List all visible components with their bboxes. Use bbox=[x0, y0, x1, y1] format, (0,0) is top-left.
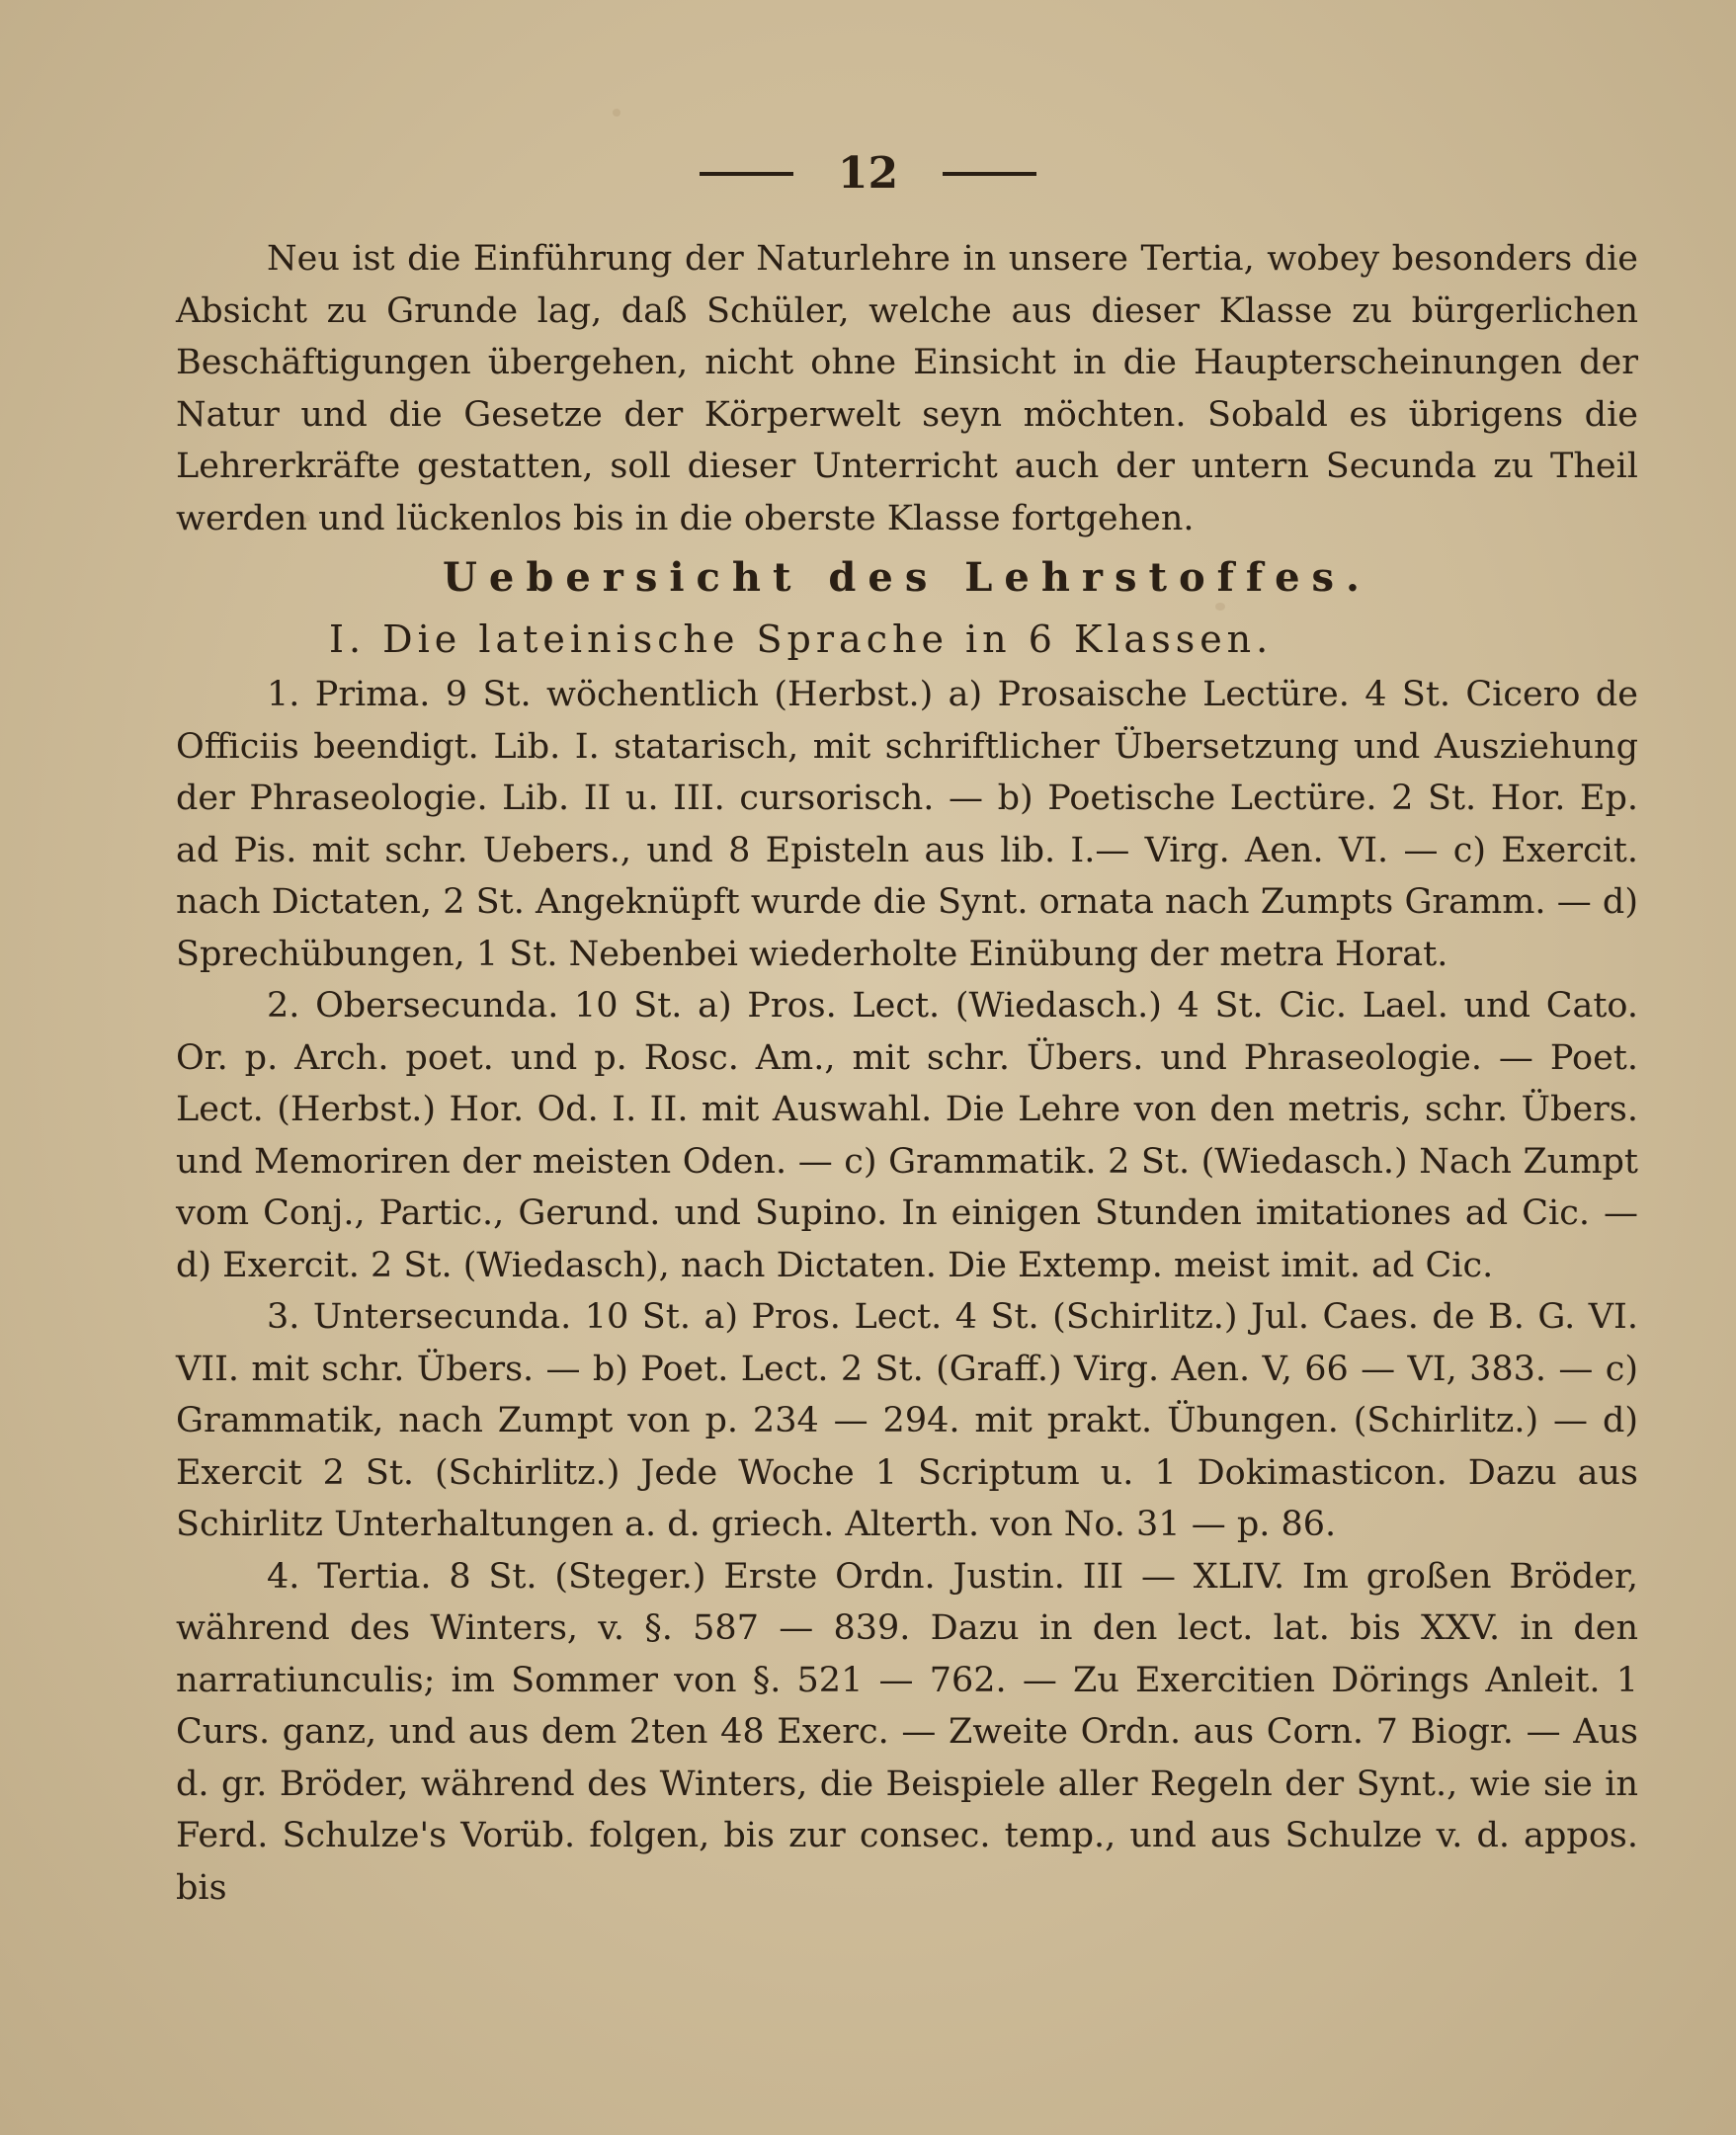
paper-spot bbox=[613, 109, 620, 117]
paragraph-tertia: 4. Tertia. 8 St. (Steger.) Erste Ordn. Justin. III — XLIV. Im großen Bröder, während des Winters, v. §. 587 — 839. Dazu in den lect. lat. bis XXV. in den narratiunculis; im Sommer von §. 521 — 762. — Zu Exercitien Dörings Anleit. 1 Curs. ganz, und aus dem 2ten 48 Exerc. — Zweite Ordn. aus Corn. 7 Biogr. — Aus d. gr. Bröder, während des Winters, die Beispiele aller Regeln der Synt., wie sie in Ferd. Schulze's Vorüb. folgen, bis zur consec. temp., und aus Schulze v. d. appos. bis bbox=[176, 1556, 1638, 1908]
page-number: 12 bbox=[837, 148, 899, 199]
paragraph-prima: 1. Prima. 9 St. wöchentlich (Herbst.) a) Prosaische Lectüre. 4 St. Cicero de Officiis beendigt. Lib. I. statarisch, mit schriftlicher Übersetzung und Ausziehung der Phraseologie. Lib. II u. III. cursorisch. — b) Poetische Lectüre. 2 St. Hor. Ep. ad Pis. mit schr. Uebers., und 8 Episteln aus lib. I.— Virg. Aen. VI. — c) Exercit. nach Dictaten, 2 St. Angeknüpft wurde die Synt. ornata nach Zumpts Gramm. — d) Sprechübungen, 1 St. Nebenbei wiederholte Einübung der metra Horat. bbox=[176, 675, 1638, 974]
header-rule-right bbox=[943, 172, 1036, 176]
intro-paragraph: Neu ist die Einführung der Naturlehre in unsere Tertia, wobey besonders die Absicht zu Grunde lag, daß Schüler, welche aus dieser Klasse zu bürgerlichen Beschäftigungen übergehen, nicht ohne Einsicht in die Haupterscheinungen der Natur und die Gesetze der Körperwelt seyn möchten. Sobald es übrigens die Lehrerkräfte gestatten, soll dieser Unterricht auch der untern Secunda zu Theil werden und lückenlos bis in die oberste Klasse fortgehen. bbox=[176, 239, 1638, 538]
paragraph-obersecunda: 2. Obersecunda. 10 St. a) Pros. Lect. (Wiedasch.) 4 St. Cic. Lael. und Cato. Or. p. Arch. poet. und p. Rosc. Am., mit schr. Übers. und Phraseologie. — Poet. Lect. (Herbst.) Hor. Od. I. II. mit Auswahl. Die Lehre von den metris, schr. Übers. und Memoriren der meisten Oden. — c) Grammatik. 2 St. (Wiedasch.) Nach Zumpt vom Conj., Partic., Gerund. und Supino. In einigen Stunden imitationes ad Cic. — d) Exercit. 2 St. (Wiedasch), nach Dictaten. Die Extemp. meist imit. ad Cic. bbox=[176, 986, 1638, 1285]
page-header bbox=[0, 148, 1736, 207]
section-heading: Uebersicht des Lehrstoffes. bbox=[443, 554, 1371, 601]
header-rule-left bbox=[700, 172, 793, 176]
subsection-heading: I. Die lateinische Sprache in 6 Klassen. bbox=[329, 617, 1274, 661]
body-text bbox=[176, 233, 1638, 1914]
paragraph-untersecunda: 3. Untersecunda. 10 St. a) Pros. Lect. 4 St. (Schirlitz.) Jul. Caes. de B. G. VI. VII. mit schr. Übers. — b) Poet. Lect. 2 St. (Graff.) Virg. Aen. V, 66 — VI, 383. — c) Grammatik, nach Zumpt von p. 234 — 294. mit prakt. Übungen. (Schirlitz.) — d) Exercit 2 St. (Schirlitz.) Jede Woche 1 Scriptum u. 1 Dokimasticon. Dazu aus Schirlitz Unterhaltungen a. d. griech. Alterth. von No. 31 — p. 86. bbox=[176, 1297, 1638, 1544]
